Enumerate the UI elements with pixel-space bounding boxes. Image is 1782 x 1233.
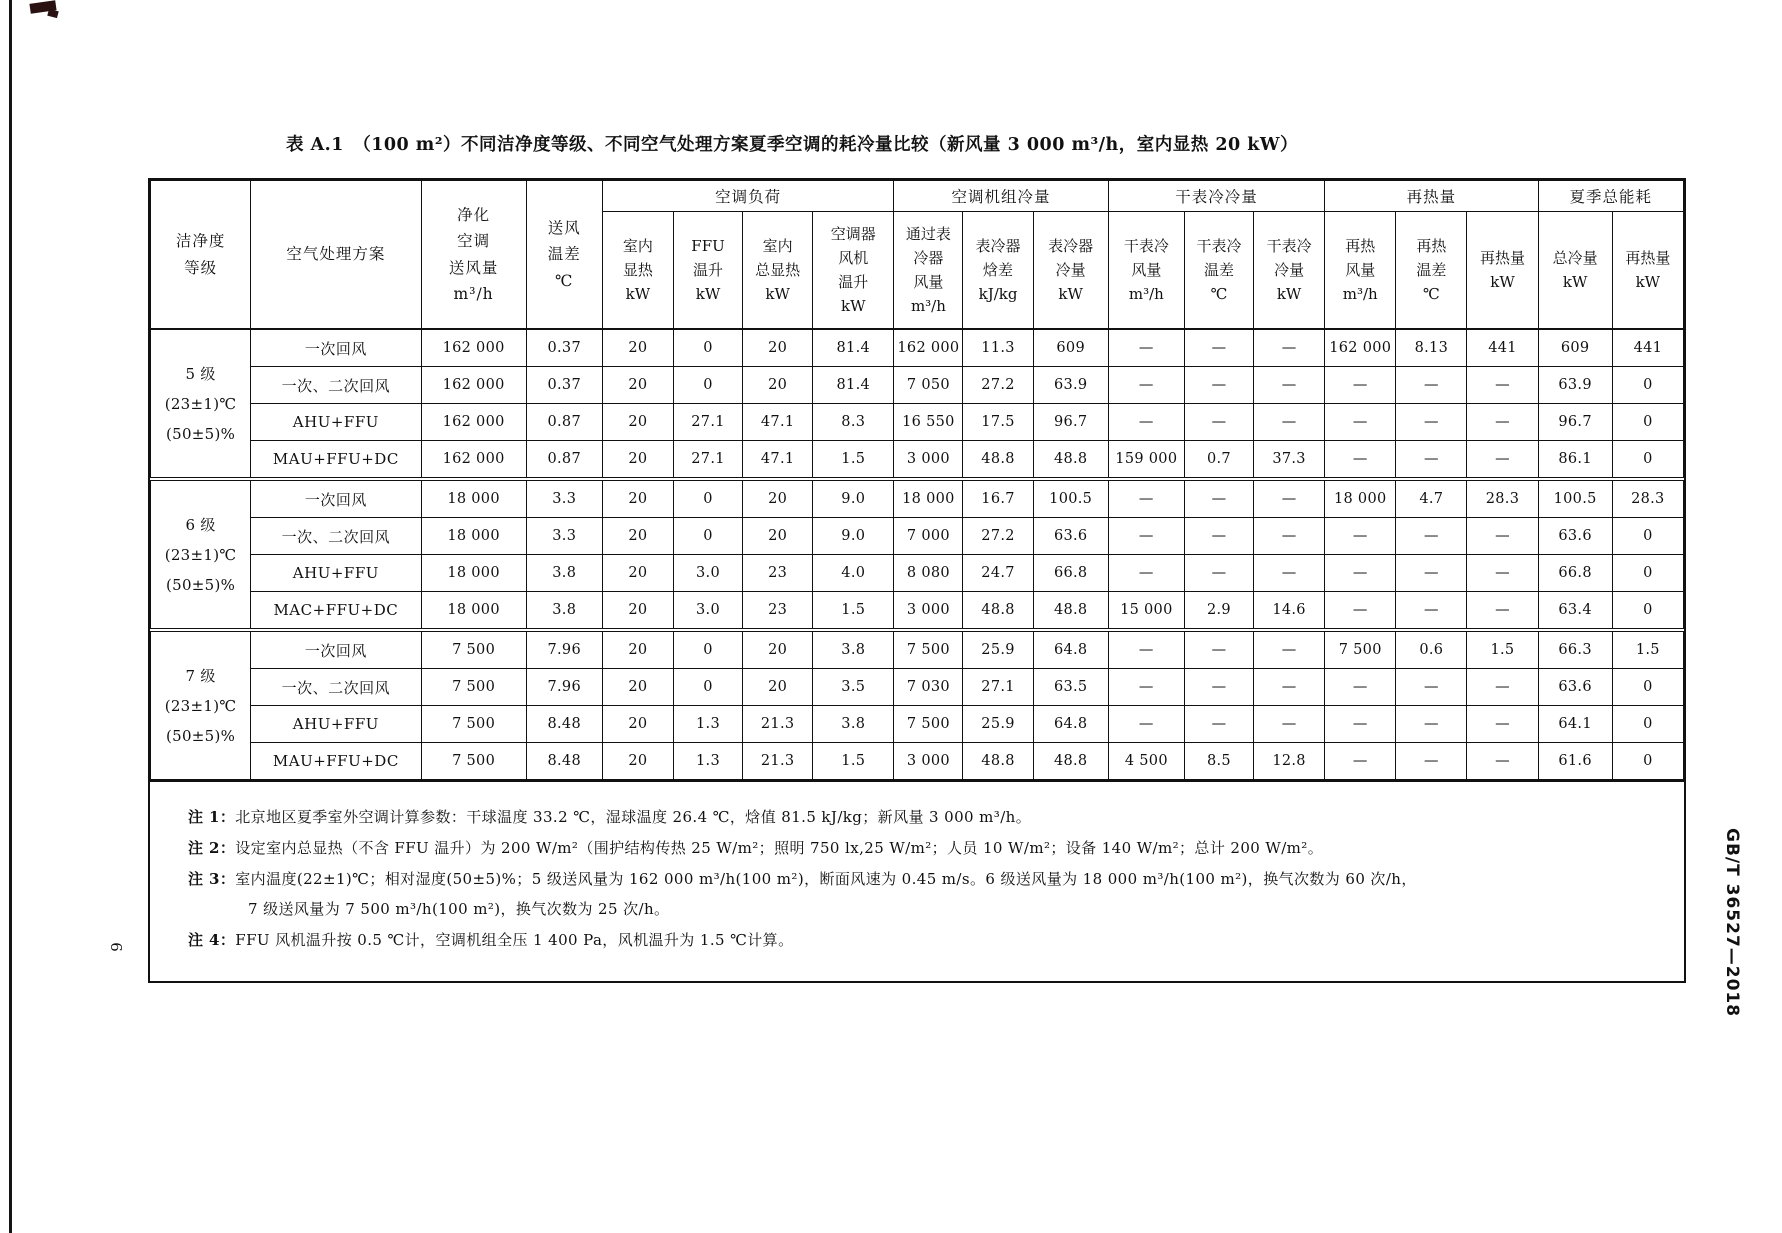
value-cell: 1.5 <box>813 441 894 480</box>
value-cell: — <box>1467 441 1538 480</box>
value-cell: 20 <box>743 329 813 367</box>
table-row <box>151 518 1684 555</box>
value-cell: 7 030 <box>894 669 963 706</box>
value-cell: 7 500 <box>421 669 526 706</box>
column-header: 表冷器 焓差 kJ/kg <box>963 212 1033 330</box>
value-cell: 441 <box>1612 329 1683 367</box>
value-cell: 3 000 <box>894 441 963 480</box>
table-row <box>151 592 1684 631</box>
value-cell: 96.7 <box>1033 404 1108 441</box>
value-cell: 8.48 <box>526 706 602 743</box>
column-header: FFU 温升 kW <box>673 212 742 330</box>
value-cell: 3.3 <box>526 479 602 518</box>
scan-artifact <box>47 9 58 18</box>
value-cell: — <box>1254 367 1325 404</box>
value-cell: 18 000 <box>894 479 963 518</box>
scheme-cell: 一次回风 <box>251 329 421 367</box>
value-cell: 3.0 <box>673 592 742 631</box>
value-cell: 20 <box>743 518 813 555</box>
value-cell: — <box>1254 404 1325 441</box>
value-cell: — <box>1184 706 1253 743</box>
table-notes <box>150 780 1684 981</box>
table-row <box>151 367 1684 404</box>
value-cell: 0.37 <box>526 329 602 367</box>
value-cell: 3 000 <box>894 592 963 631</box>
value-cell: 18 000 <box>421 518 526 555</box>
value-cell: — <box>1467 555 1538 592</box>
table-header <box>151 181 1684 330</box>
note-item: 注 1：北京地区夏季室外空调计算参数：干球温度 33.2 ℃，湿球温度 26.4 ℃，焓值 81.5 kJ/kg；新风量 3 000 m³/h。 <box>188 808 1032 826</box>
value-cell: 7 500 <box>421 630 526 669</box>
value-cell: — <box>1396 706 1467 743</box>
value-cell: 3.8 <box>813 706 894 743</box>
column-header: 干表冷 温差 ℃ <box>1184 212 1253 330</box>
value-cell: — <box>1396 743 1467 780</box>
value-cell: 162 000 <box>1325 329 1396 367</box>
value-cell: 48.8 <box>963 743 1033 780</box>
value-cell: — <box>1108 479 1184 518</box>
scheme-cell: 一次回风 <box>251 630 421 669</box>
value-cell: — <box>1184 367 1253 404</box>
value-cell: 20 <box>602 592 673 631</box>
value-cell: — <box>1254 669 1325 706</box>
value-cell: 27.1 <box>673 404 742 441</box>
column-group-header: 空调负荷 <box>602 181 894 212</box>
cleanliness-class-cell: 6 级 (23±1)℃ (50±5)% <box>151 479 251 630</box>
value-cell: 4 500 <box>1108 743 1184 780</box>
value-cell: 64.8 <box>1033 630 1108 669</box>
value-cell: 21.3 <box>743 706 813 743</box>
value-cell: 7 500 <box>421 706 526 743</box>
value-cell: 11.3 <box>963 329 1033 367</box>
value-cell: — <box>1254 479 1325 518</box>
scheme-cell: AHU+FFU <box>251 555 421 592</box>
cleanliness-class-cell: 7 级 (23±1)℃ (50±5)% <box>151 630 251 780</box>
value-cell: — <box>1184 479 1253 518</box>
note-label: 注 4： <box>188 931 236 949</box>
column-header: 室内 总显热 kW <box>743 212 813 330</box>
value-cell: — <box>1184 518 1253 555</box>
value-cell: — <box>1396 518 1467 555</box>
value-cell: 18 000 <box>421 555 526 592</box>
scheme-cell: MAU+FFU+DC <box>251 743 421 780</box>
value-cell: 1.5 <box>1612 630 1683 669</box>
value-cell: — <box>1184 404 1253 441</box>
value-cell: 8 080 <box>894 555 963 592</box>
value-cell: — <box>1467 404 1538 441</box>
note-item: 注 3：室内温度(22±1)℃；相对湿度(50±5)%；5 级送风量为 162 000 m³/h(100 m²)，断面风速为 0.45 m/s。6 级送风量为 18 000 m³/h(100 m²)，换气次数为 60 次/h， <box>188 869 1417 888</box>
value-cell: 609 <box>1538 329 1612 367</box>
value-cell: 0 <box>1612 592 1683 631</box>
value-cell: — <box>1325 518 1396 555</box>
value-cell: 9.0 <box>813 518 894 555</box>
value-cell: 1.3 <box>673 743 742 780</box>
value-cell: 61.6 <box>1538 743 1612 780</box>
table-frame <box>148 178 1686 983</box>
scheme-cell: MAU+FFU+DC <box>251 441 421 480</box>
value-cell: 0 <box>673 630 742 669</box>
column-group-header: 再热量 <box>1325 181 1538 212</box>
table-row <box>151 441 1684 480</box>
value-cell: — <box>1396 555 1467 592</box>
value-cell: 3.8 <box>813 630 894 669</box>
value-cell: 0 <box>1612 743 1683 780</box>
value-cell: — <box>1108 329 1184 367</box>
value-cell: 20 <box>602 706 673 743</box>
value-cell: 20 <box>602 367 673 404</box>
scheme-cell: AHU+FFU <box>251 706 421 743</box>
table-row <box>151 329 1684 367</box>
value-cell: 27.1 <box>673 441 742 480</box>
value-cell: 18 000 <box>421 479 526 518</box>
value-cell: 20 <box>743 669 813 706</box>
value-cell: 63.5 <box>1033 669 1108 706</box>
table-row <box>151 669 1684 706</box>
value-cell: 23 <box>743 592 813 631</box>
value-cell: 4.0 <box>813 555 894 592</box>
column-header: 表冷器 冷量 kW <box>1033 212 1108 330</box>
table-row <box>151 479 1684 518</box>
value-cell: 20 <box>743 630 813 669</box>
value-cell: — <box>1325 669 1396 706</box>
value-cell: 162 000 <box>421 329 526 367</box>
value-cell: 21.3 <box>743 743 813 780</box>
scheme-cell: AHU+FFU <box>251 404 421 441</box>
value-cell: 25.9 <box>963 706 1033 743</box>
scheme-cell: 一次、二次回风 <box>251 367 421 404</box>
value-cell: 1.5 <box>1467 630 1538 669</box>
value-cell: 7 050 <box>894 367 963 404</box>
value-cell: 20 <box>602 555 673 592</box>
page-number: 9 <box>107 942 126 952</box>
value-cell: 1.3 <box>673 706 742 743</box>
value-cell: — <box>1467 592 1538 631</box>
value-cell: 9.0 <box>813 479 894 518</box>
value-cell: 20 <box>743 367 813 404</box>
value-cell: 8.13 <box>1396 329 1467 367</box>
value-cell: 0 <box>1612 441 1683 480</box>
value-cell: 0.37 <box>526 367 602 404</box>
value-cell: — <box>1184 669 1253 706</box>
value-cell: 63.6 <box>1538 518 1612 555</box>
value-cell: — <box>1254 555 1325 592</box>
value-cell: 48.8 <box>1033 441 1108 480</box>
cleanliness-class-cell: 5 级 (23±1)℃ (50±5)% <box>151 329 251 479</box>
column-header: 干表冷 风量 m³/h <box>1108 212 1184 330</box>
value-cell: 20 <box>602 441 673 480</box>
value-cell: — <box>1325 706 1396 743</box>
note-label: 注 3： <box>188 869 236 888</box>
value-cell: 20 <box>602 518 673 555</box>
column-group-header: 夏季总能耗 <box>1538 181 1683 212</box>
value-cell: — <box>1254 329 1325 367</box>
column-header: 洁净度 等级 <box>151 181 251 330</box>
column-header: 再热量 kW <box>1467 212 1538 330</box>
column-header: 空调器 风机 温升 kW <box>813 212 894 330</box>
value-cell: 63.6 <box>1538 669 1612 706</box>
value-cell: 81.4 <box>813 367 894 404</box>
value-cell: — <box>1325 404 1396 441</box>
value-cell: — <box>1325 441 1396 480</box>
table-row <box>151 555 1684 592</box>
value-cell: — <box>1396 404 1467 441</box>
value-cell: 7.96 <box>526 630 602 669</box>
value-cell: 7 000 <box>894 518 963 555</box>
column-group-header: 空调机组冷量 <box>894 181 1108 212</box>
value-cell: — <box>1184 555 1253 592</box>
value-cell: — <box>1325 592 1396 631</box>
scan-edge-line <box>9 0 12 1233</box>
value-cell: 64.8 <box>1033 706 1108 743</box>
value-cell: 66.8 <box>1033 555 1108 592</box>
table-row <box>151 743 1684 780</box>
value-cell: 27.2 <box>963 518 1033 555</box>
value-cell: 2.9 <box>1184 592 1253 631</box>
value-cell: — <box>1467 367 1538 404</box>
value-cell: 8.48 <box>526 743 602 780</box>
comparison-table <box>150 180 1684 780</box>
value-cell: 3 000 <box>894 743 963 780</box>
column-header: 干表冷 冷量 kW <box>1254 212 1325 330</box>
value-cell: — <box>1467 706 1538 743</box>
value-cell: — <box>1325 743 1396 780</box>
value-cell: 66.3 <box>1538 630 1612 669</box>
value-cell: — <box>1184 630 1253 669</box>
value-cell: 28.3 <box>1467 479 1538 518</box>
value-cell: — <box>1325 555 1396 592</box>
value-cell: — <box>1254 630 1325 669</box>
value-cell: 1.5 <box>813 743 894 780</box>
value-cell: 86.1 <box>1538 441 1612 480</box>
value-cell: 0 <box>1612 555 1683 592</box>
value-cell: 0 <box>673 669 742 706</box>
column-header: 再热量 kW <box>1612 212 1683 330</box>
column-header: 再热 温差 ℃ <box>1396 212 1467 330</box>
value-cell: 0.7 <box>1184 441 1253 480</box>
value-cell: — <box>1108 518 1184 555</box>
note-label: 注 1： <box>188 808 236 826</box>
value-cell: 20 <box>602 329 673 367</box>
value-cell: 18 000 <box>1325 479 1396 518</box>
value-cell: 64.1 <box>1538 706 1612 743</box>
scheme-cell: 一次、二次回风 <box>251 518 421 555</box>
column-header: 空气处理方案 <box>251 181 421 330</box>
value-cell: 25.9 <box>963 630 1033 669</box>
value-cell: 0.6 <box>1396 630 1467 669</box>
value-cell: 0 <box>1612 404 1683 441</box>
column-header: 送风 温差 ℃ <box>526 181 602 330</box>
value-cell: — <box>1467 518 1538 555</box>
value-cell: 63.4 <box>1538 592 1612 631</box>
value-cell: 3.0 <box>673 555 742 592</box>
value-cell: — <box>1108 706 1184 743</box>
value-cell: 15 000 <box>1108 592 1184 631</box>
value-cell: 48.8 <box>1033 592 1108 631</box>
value-cell: — <box>1108 404 1184 441</box>
value-cell: 12.8 <box>1254 743 1325 780</box>
value-cell: 17.5 <box>963 404 1033 441</box>
value-cell: 3.5 <box>813 669 894 706</box>
column-header: 净化 空调 送风量 m³/h <box>421 181 526 330</box>
column-group-header: 干表冷冷量 <box>1108 181 1324 212</box>
value-cell: 0 <box>1612 706 1683 743</box>
value-cell: — <box>1396 669 1467 706</box>
value-cell: — <box>1325 367 1396 404</box>
value-cell: — <box>1254 518 1325 555</box>
note-item: 7 级送风量为 7 500 m³/h(100 m²)，换气次数为 25 次/h。 <box>248 900 670 919</box>
note-label: 注 2： <box>188 838 236 857</box>
value-cell: — <box>1254 706 1325 743</box>
table-row <box>151 630 1684 669</box>
value-cell: 63.6 <box>1033 518 1108 555</box>
value-cell: 3.8 <box>526 592 602 631</box>
value-cell: 37.3 <box>1254 441 1325 480</box>
value-cell: — <box>1396 367 1467 404</box>
value-cell: 20 <box>602 743 673 780</box>
value-cell: 0.87 <box>526 404 602 441</box>
value-cell: 20 <box>743 479 813 518</box>
table-row <box>151 706 1684 743</box>
value-cell: 66.8 <box>1538 555 1612 592</box>
value-cell: 100.5 <box>1538 479 1612 518</box>
value-cell: 0 <box>1612 518 1683 555</box>
value-cell: 100.5 <box>1033 479 1108 518</box>
value-cell: 0 <box>1612 669 1683 706</box>
value-cell: 20 <box>602 404 673 441</box>
value-cell: 162 000 <box>421 441 526 480</box>
value-cell: 8.5 <box>1184 743 1253 780</box>
value-cell: 14.6 <box>1254 592 1325 631</box>
value-cell: 23 <box>743 555 813 592</box>
value-cell: 63.9 <box>1033 367 1108 404</box>
value-cell: 3.8 <box>526 555 602 592</box>
value-cell: 7 500 <box>1325 630 1396 669</box>
table-title: 表 A.1 （100 m²）不同洁净度等级、不同空气处理方案夏季空调的耗冷量比较（新风量 3 000 m³/h，室内显热 20 kW） <box>286 135 1299 155</box>
value-cell: 20 <box>602 630 673 669</box>
value-cell: — <box>1184 329 1253 367</box>
note-item: 注 4：FFU 风机温升按 0.5 ℃计，空调机组全压 1 400 Pa，风机温升为 1.5 ℃计算。 <box>188 931 794 949</box>
value-cell: 609 <box>1033 329 1108 367</box>
value-cell: 0.87 <box>526 441 602 480</box>
column-header: 通过表 冷器 风量 m³/h <box>894 212 963 330</box>
value-cell: 441 <box>1467 329 1538 367</box>
value-cell: 8.3 <box>813 404 894 441</box>
value-cell: 0 <box>673 479 742 518</box>
value-cell: — <box>1108 630 1184 669</box>
scheme-cell: MAC+FFU+DC <box>251 592 421 631</box>
value-cell: — <box>1108 555 1184 592</box>
scheme-cell: 一次回风 <box>251 479 421 518</box>
scheme-cell: 一次、二次回风 <box>251 669 421 706</box>
value-cell: 81.4 <box>813 329 894 367</box>
value-cell: 16 550 <box>894 404 963 441</box>
value-cell: — <box>1396 441 1467 480</box>
standard-number-sidebar: GB/T 36527—2018 <box>1722 828 1742 1018</box>
note-item: 注 2：设定室内总显热（不含 FFU 温升）为 200 W/m²（围护结构传热 25 W/m²；照明 750 lx,25 W/m²；人员 10 W/m²；设备 140 W/m²；总计 200 W/m²。 <box>188 838 1324 857</box>
value-cell: 159 000 <box>1108 441 1184 480</box>
value-cell: 20 <box>602 669 673 706</box>
value-cell: 162 000 <box>421 404 526 441</box>
value-cell: 20 <box>602 479 673 518</box>
value-cell: 7 500 <box>894 706 963 743</box>
value-cell: 4.7 <box>1396 479 1467 518</box>
value-cell: 48.8 <box>963 592 1033 631</box>
value-cell: 7 500 <box>421 743 526 780</box>
value-cell: 7 500 <box>894 630 963 669</box>
value-cell: — <box>1467 743 1538 780</box>
table-row <box>151 404 1684 441</box>
value-cell: 0 <box>673 367 742 404</box>
value-cell: 24.7 <box>963 555 1033 592</box>
value-cell: 3.3 <box>526 518 602 555</box>
table-body <box>151 329 1684 780</box>
value-cell: 1.5 <box>813 592 894 631</box>
value-cell: 162 000 <box>894 329 963 367</box>
value-cell: 0 <box>1612 367 1683 404</box>
value-cell: 48.8 <box>963 441 1033 480</box>
value-cell: 27.1 <box>963 669 1033 706</box>
value-cell: 0 <box>673 329 742 367</box>
value-cell: — <box>1108 367 1184 404</box>
value-cell: — <box>1396 592 1467 631</box>
value-cell: 16.7 <box>963 479 1033 518</box>
value-cell: 162 000 <box>421 367 526 404</box>
column-header: 再热 风量 m³/h <box>1325 212 1396 330</box>
value-cell: 27.2 <box>963 367 1033 404</box>
value-cell: 63.9 <box>1538 367 1612 404</box>
value-cell: 28.3 <box>1612 479 1683 518</box>
value-cell: 48.8 <box>1033 743 1108 780</box>
value-cell: 18 000 <box>421 592 526 631</box>
value-cell: 7.96 <box>526 669 602 706</box>
value-cell: — <box>1108 669 1184 706</box>
column-header: 总冷量 kW <box>1538 212 1612 330</box>
value-cell: 0 <box>673 518 742 555</box>
column-header: 室内 显热 kW <box>602 212 673 330</box>
value-cell: 96.7 <box>1538 404 1612 441</box>
value-cell: 47.1 <box>743 441 813 480</box>
value-cell: — <box>1467 669 1538 706</box>
value-cell: 47.1 <box>743 404 813 441</box>
